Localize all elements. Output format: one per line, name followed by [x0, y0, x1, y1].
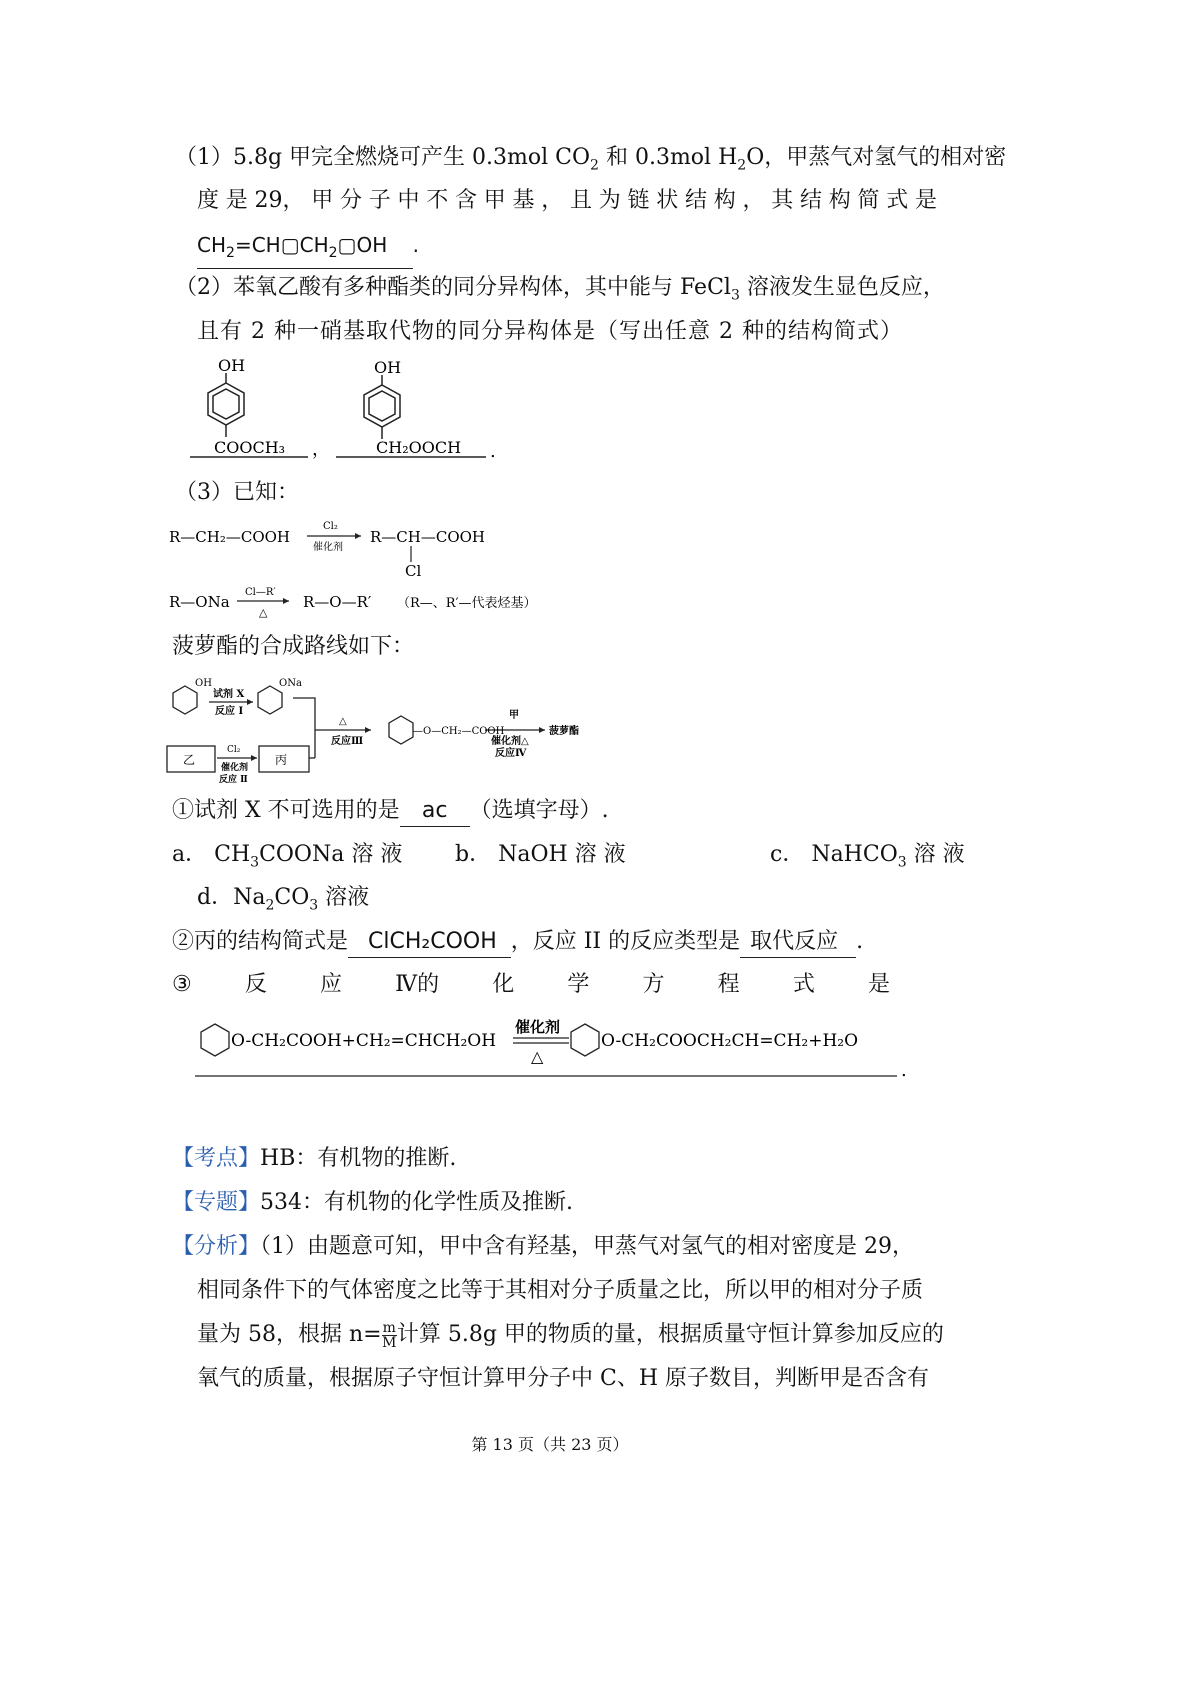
spaced-char: 学 [567, 972, 590, 997]
svg-text:R—O—R′: R—O—R′ [303, 593, 372, 611]
svg-text:O-CH₂COOCH₂CH=CH₂+H₂O: O-CH₂COOCH₂CH=CH₂+H₂O [601, 1031, 859, 1051]
svg-text:R—CH₂—COOH: R—CH₂—COOH [169, 528, 291, 546]
fraction: $\frac{m}{M}$ [382, 1319, 397, 1351]
spaced-char: 方 [642, 972, 665, 997]
separator: ， [312, 439, 330, 460]
svg-text:催化剂: 催化剂 [221, 763, 249, 773]
spaced-char: 应 [320, 972, 343, 997]
svg-text:—O—CH₂—COOH: —O—CH₂—COOH [413, 726, 505, 737]
structure-1-bottom: COOCH₃ [214, 438, 286, 457]
svg-text:O-CH₂COOH+CH₂=CHCH₂OH: O-CH₂COOH+CH₂=CHCH₂OH [231, 1031, 497, 1051]
svg-text:催化剂△: 催化剂△ [491, 736, 529, 747]
svg-text:甲: 甲 [509, 710, 519, 721]
svg-text:反应Ⅲ: 反应Ⅲ [331, 736, 364, 747]
spaced-char: 式 [886, 188, 909, 213]
svg-text:△: △ [259, 606, 268, 619]
spaced-char: 度 [197, 188, 220, 213]
q1-line2 [197, 186, 937, 216]
svg-text:△: △ [531, 1047, 544, 1066]
svg-text:OH: OH [195, 678, 212, 689]
svg-text:催化剂: 催化剂 [313, 542, 343, 553]
spaced-char: 甲 [311, 188, 334, 213]
spaced-char: 是 [225, 188, 248, 213]
spaced-char: 化 [492, 972, 515, 997]
option-b: b． NaOH 溶 液 [455, 842, 626, 867]
route-title: 菠萝酯的合成路线如下： [172, 634, 415, 659]
spaced-char: 为 [598, 188, 621, 213]
q2-structures [190, 355, 510, 465]
structure-1-top: OH [218, 356, 246, 375]
svg-text:（R—、R′—代表烃基）: （R—、R′—代表烃基） [397, 596, 537, 611]
spaced-char: 结 [684, 188, 707, 213]
structure-2-top: OH [374, 358, 402, 377]
zhuanti: 【专题】534：有机物的化学性质及推断. [172, 1190, 574, 1215]
page-footer: 第 13 页（共 23 页） [471, 1435, 629, 1454]
spaced-char: 是 [914, 188, 937, 213]
spaced-char: 不 [426, 188, 449, 213]
q2-end: . [490, 441, 496, 462]
svg-text:反应 Ⅰ: 反应 Ⅰ [215, 706, 244, 717]
svg-text:Cl—R′: Cl—R′ [245, 587, 276, 598]
spaced-char: 式 [792, 972, 815, 997]
spaced-char: 基 [512, 188, 535, 213]
svg-text:Cl₂: Cl₂ [323, 521, 338, 532]
svg-text:反应 Ⅱ: 反应 Ⅱ [219, 775, 248, 785]
known-reactions [165, 512, 585, 622]
svg-text:试剂 X: 试剂 X [213, 689, 245, 700]
option-d: d．$Na_2CO_3$ 溶液 [197, 885, 370, 914]
svg-text:菠萝酯: 菠萝酯 [549, 726, 579, 737]
spaced-char: ， [541, 188, 564, 213]
spaced-char: 反 [244, 972, 267, 997]
fenxi-line3: 量为 58，根据 n= $\frac{m}{M}$ 计算 5.8g 甲的物质的量，根据质量守恒计算参加反应的 [197, 1319, 944, 1351]
q3-sub3 [172, 970, 890, 1000]
option-c: c． NaHCO$_3$ 溶 液 [770, 842, 965, 871]
svg-text:R—ONa: R—ONa [169, 593, 230, 611]
spaced-char: 状 [656, 188, 679, 213]
spaced-char: 构 [713, 188, 736, 213]
q3-sub2: ②丙的结构简式是 ClCH₂COOH ，反应 II 的反应类型是 取代反应 . [172, 927, 863, 958]
spaced-char: ， [742, 188, 765, 213]
svg-text:.: . [901, 1060, 907, 1081]
svg-text:△: △ [339, 716, 347, 727]
reaction-equation [195, 1010, 915, 1084]
q1-line1: （1）5.8g 甲完全燃烧可产生 0.3mol $CO_2$ 和 0.3mol $H_2O$，甲蒸气对氢气的相对密 [175, 145, 1007, 174]
spaced-char: 构 [828, 188, 851, 213]
spaced-char: Ⅳ的 [395, 972, 440, 997]
svg-text:R—CH—COOH: R—CH—COOH [370, 528, 486, 546]
option-a: a． $CH_3COONa$ 溶 液 [172, 842, 403, 871]
spaced-char: ③ [172, 972, 192, 997]
synthesis-route [165, 672, 615, 788]
q2-line2: 且有 2 种一硝基取代物的同分异构体是（写出任意 2 种的结构简式） [197, 319, 903, 344]
q3-sub1: ①试剂 X 不可选用的是 ac （选填字母）. [172, 796, 609, 827]
svg-text:反应Ⅳ: 反应Ⅳ [495, 748, 527, 759]
svg-text:Cl₂: Cl₂ [227, 745, 241, 755]
spaced-char: 链 [627, 188, 650, 213]
spaced-char: 其 [771, 188, 794, 213]
spaced-char: 中 [397, 188, 420, 213]
q2-line1: （2）苯氧乙酸有多种酯类的同分异构体，其中能与 FeCl$_3$ 溶液发生显色反应， [175, 275, 945, 304]
svg-text:Cl: Cl [405, 562, 422, 580]
spaced-char: 程 [717, 972, 740, 997]
spaced-char: 是 [867, 972, 890, 997]
spaced-char: 且 [569, 188, 592, 213]
spaced-char: 子 [368, 188, 391, 213]
spaced-char: 29， [254, 188, 305, 213]
fenxi-line2: 相同条件下的气体密度之比等于其相对分子质量之比，所以甲的相对分子质 [197, 1278, 924, 1303]
spaced-char: 含 [454, 188, 477, 213]
spaced-char: 简 [857, 188, 880, 213]
q3-intro: （3）已知： [175, 480, 299, 505]
fenxi-line4: 氧气的质量，根据原子守恒计算甲分子中 C、H 原子数目，判断甲是否含有 [197, 1366, 930, 1391]
spaced-char: 甲 [483, 188, 506, 213]
kaodian: 【考点】HB：有机物的推断. [172, 1146, 457, 1171]
q1-answer: $CH_2=CH▢CH_2▢OH$ . [197, 230, 419, 269]
svg-text:ONa: ONa [279, 678, 302, 689]
spaced-char: 结 [799, 188, 822, 213]
structure-2-bottom: CH₂OOCH [376, 438, 462, 457]
spaced-char: 分 [339, 188, 362, 213]
svg-text:乙: 乙 [183, 753, 196, 767]
fenxi-line1: 【分析】（1）由题意可知，甲中含有羟基，甲蒸气对氢气的相对密度是 29， [172, 1234, 915, 1259]
svg-text:丙: 丙 [275, 753, 288, 767]
svg-text:催化剂: 催化剂 [515, 1018, 561, 1036]
